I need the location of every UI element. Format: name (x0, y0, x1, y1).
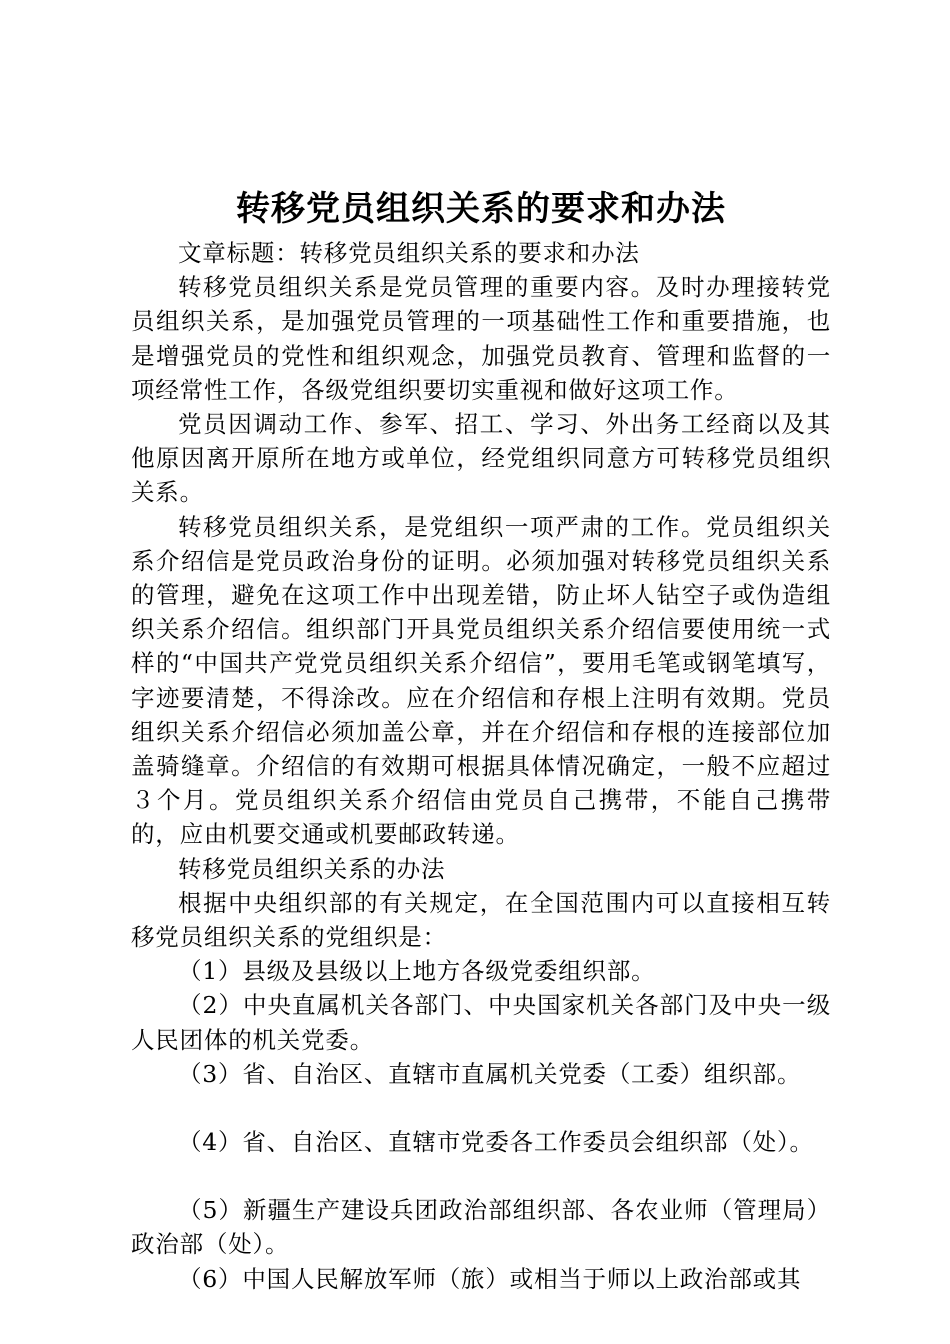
list-item-3: （3）省、自治区、直辖市直属机关党委（工委）组织部。 (178, 1059, 802, 1088)
paragraph-intro: 转移党员组织关系是党员管理的重要内容。及时办理接转党员组织关系，是加强党员管理的一项基础性工作和重要措施，也是增强党员的党性和组织观念，加强党员教育、管理和监督的一项经常性工作，各级党组织要切实重视和做好这项工作。 (131, 273, 831, 404)
list-item-1: （1）县级及县级以上地方各级党委组织部。 (178, 957, 656, 986)
list-item-5: （5）新疆生产建设兵团政治部组织部、各农业师（管理局）政治部（处）。 (131, 1196, 831, 1259)
list-item-6: （6）中国人民解放军师（旅）或相当于师以上政治部或其 (178, 1264, 802, 1293)
paragraph-reasons: 党员因调动工作、参军、招工、学习、外出务工经商以及其他原因离开原所在地方或单位，经党组织同意方可转移党员组织关系。 (131, 410, 831, 507)
document-page (131, 185, 831, 1296)
document-title: 转移党员组织关系的要求和办法 (236, 189, 726, 229)
article-title-line: 文章标题：转移党员组织关系的要求和办法 (178, 239, 640, 267)
paragraph-requirements: 转移党员组织关系，是党组织一项严肃的工作。党员组织关系介绍信是党员政治身份的证明。必须加强对转移党员组织关系的管理，避免在这项工作中出现差错，防止坏人钻空子或伪造组织关系介绍信。组织部门开具党员组织关系介绍信要使用统一式样的“中国共产党党员组织关系介绍信”，要用毛笔或钢笔填写，字迹要清楚，不得涂改。应在介绍信和存根上注明有效期。党员组织关系介绍信必须加盖公章，并在介绍信和存根的连接部位加盖骑缝章。介绍信的有效期可根据具体情况确定，一般不应超过３个月。党员组织关系介绍信由党员自己携带，不能自己携带的，应由机要交通或机要邮政转递。 (131, 512, 831, 849)
list-item-4: （4）省、自治区、直辖市党委各工作委员会组织部（处）。 (178, 1128, 814, 1157)
list-item-2: （2）中央直属机关各部门、中央国家机关各部门及中央一级人民团体的机关党委。 (131, 991, 831, 1054)
paragraph-methods-intro: 根据中央组织部的有关规定，在全国范围内可以直接相互转移党员组织关系的党组织是： (131, 888, 831, 952)
section-heading-methods: 转移党员组织关系的办法 (178, 854, 446, 883)
